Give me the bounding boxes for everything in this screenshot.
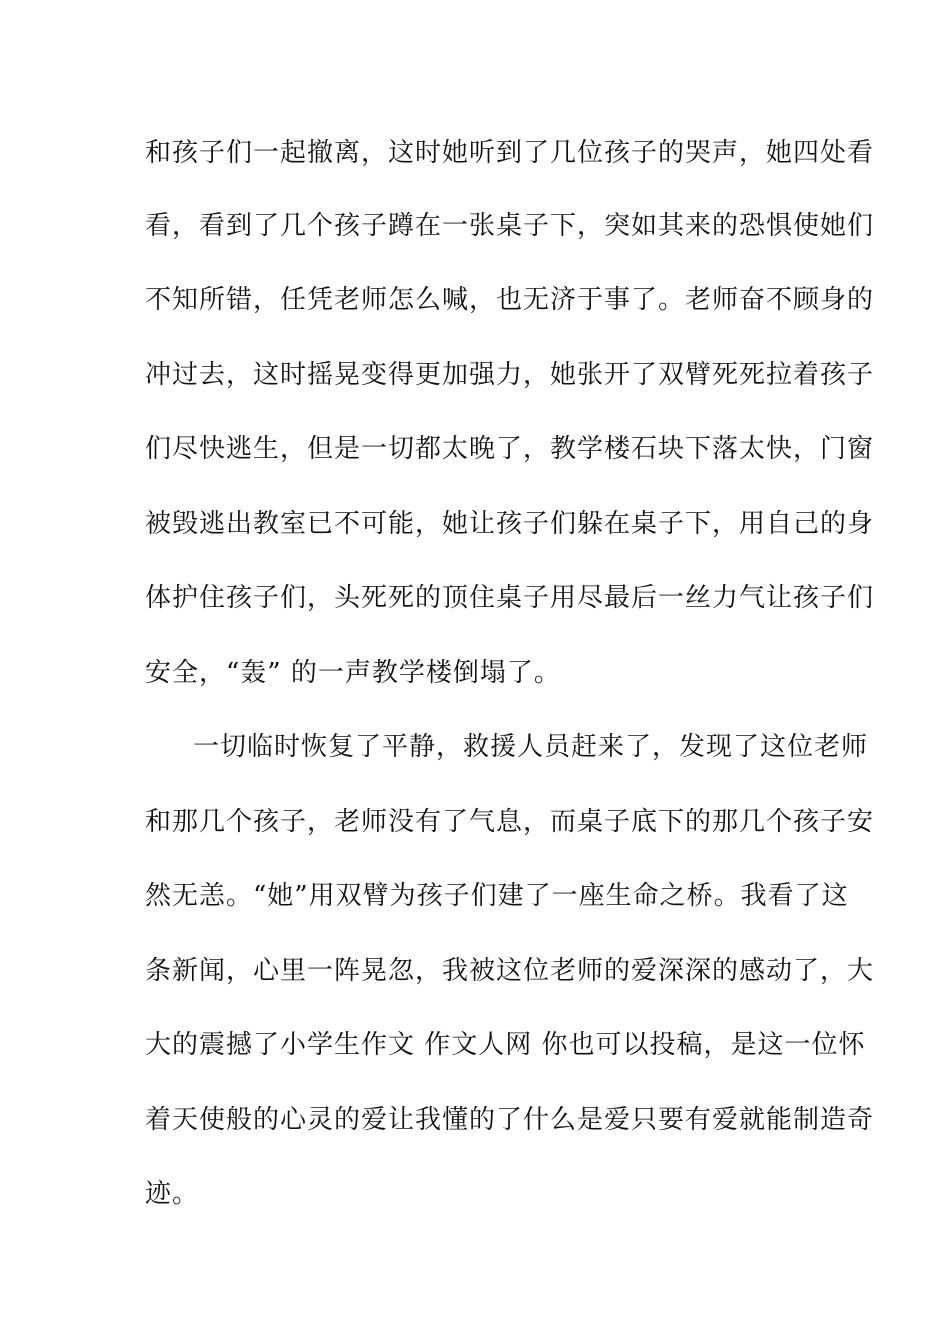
text-line: 着天使般的心灵的爱让我懂的了什么是爱只要有爱就能制造奇: [145, 1105, 875, 1135]
text-line: 体护住孩子们，头死死的顶住桌子用尽最后一丝力气让孩子们: [145, 583, 875, 613]
paragraph-first-line: 一切临时恢复了平静，救援人员赶来了，发现了这位老师: [193, 732, 869, 762]
text-line: 迹。: [145, 1179, 200, 1209]
text-line: 和孩子们一起撤离，这时她听到了几位孩子的哭声，她四处看: [145, 138, 875, 168]
text-line: 看，看到了几个孩子蹲在一张桌子下，突如其来的恐惧使她们: [145, 211, 875, 241]
text-line: 和那几个孩子，老师没有了气息，而桌子底下的那几个孩子安: [145, 807, 875, 837]
text-line: 冲过去，这时摇晃变得更加强力，她张开了双臂死死拉着孩子: [145, 360, 875, 390]
text-line: 被毁逃出教室已不可能，她让孩子们躲在桌子下，用自己的身: [145, 509, 875, 539]
text-line: 大的震撼了小学生作文 作文人网 你也可以投稿，是这一位怀: [145, 1030, 866, 1060]
text-line: 安全，“轰” 的一声教学楼倒塌了。: [145, 658, 561, 688]
text-line: 条新闻，心里一阵晃忽，我被这位老师的爱深深的感动了，大: [145, 956, 875, 986]
text-line: 然无恙。“她”用双臂为孩子们建了一座生命之桥。我看了这: [145, 881, 849, 911]
text-line: 们尽快逃生，但是一切都太晚了，教学楼石块下落太快，门窗: [145, 434, 875, 464]
text-line: 不知所错，任凭老师怎么喊，也无济于事了。老师奋不顾身的: [145, 285, 875, 315]
